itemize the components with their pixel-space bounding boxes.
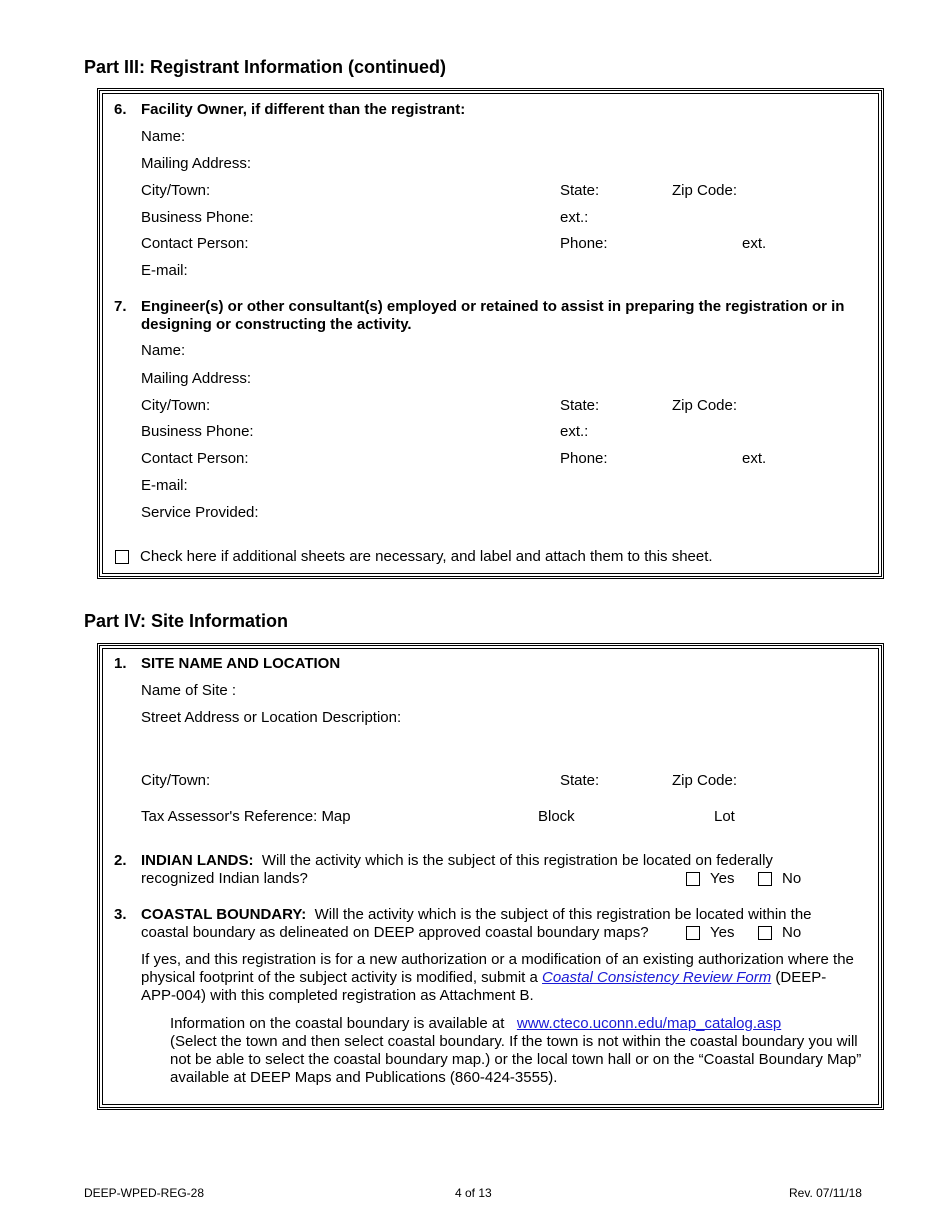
cteco-map-catalog-link[interactable]: www.cteco.uconn.edu/map_catalog.asp [516, 1015, 782, 1032]
item7-phone-label: Phone: [560, 450, 608, 467]
item6-city-label: City/Town: [141, 182, 211, 199]
coastal-no-label: No [782, 924, 802, 941]
item6-phone-label: Phone: [560, 235, 608, 252]
coastal-instructions-text: If yes, and this registration is for a new authorization or a modification of an existing authorization where the physical footprint of the subject activity is modified, submit a [141, 951, 854, 986]
footer-form-id: DEEP-WPED-REG-28 [84, 1186, 205, 1200]
coastal-question-text: Will the activity which is the subject of this registration be located within the [314, 906, 812, 923]
tax-lot-label: Lot [714, 808, 735, 825]
site-name-location-heading: SITE NAME AND LOCATION [141, 655, 341, 672]
coastal-yes-checkbox[interactable] [686, 926, 700, 940]
part4-title: Part IV: Site Information [84, 611, 289, 631]
item7-city-label: City/Town: [141, 397, 211, 414]
additional-sheets-checkbox[interactable] [115, 550, 129, 564]
item7-phone-ext-label: ext. [742, 450, 767, 467]
tax-block-label: Block [538, 808, 575, 825]
site-name-label: Name of Site : [141, 682, 237, 699]
item6-email-label: E-mail: [141, 262, 188, 279]
additional-sheets-label: Check here if additional sheets are necessary, and label and attach them to this sheet. [140, 548, 713, 565]
item7-ext-label: ext.: [560, 423, 589, 440]
indian-lands-no-checkbox[interactable] [758, 872, 772, 886]
indian-lands-no-label: No [782, 870, 802, 887]
indian-lands-label: INDIAN LANDS: [141, 852, 254, 869]
item7-service-label: Service Provided: [141, 504, 259, 521]
indian-lands-number: 2. [114, 852, 127, 869]
item7-zip-label: Zip Code: [672, 397, 738, 414]
item7-contact-label: Contact Person: [141, 450, 249, 467]
item6-phone-ext-label: ext. [742, 235, 767, 252]
coastal-no-checkbox[interactable] [758, 926, 772, 940]
item6-mailing-label: Mailing Address: [141, 155, 252, 172]
item7-number: 7. [114, 298, 127, 315]
footer-revision: Rev. 07/11/18 [789, 1186, 862, 1200]
coastal-instructions-text-end: (DEEP-APP-004) with this completed registration as Attachment B. [141, 969, 827, 1004]
coastal-question-line1 [141, 906, 812, 923]
footer-page-number: 4 of 13 [455, 1186, 492, 1200]
part3-title: Part III: Registrant Information (continued) [84, 57, 447, 77]
indian-lands-yes-label: Yes [710, 870, 735, 887]
item6-zip-label: Zip Code: [672, 182, 738, 199]
item7-state-label: State: [560, 397, 600, 414]
item7-name-label: Name: [141, 342, 186, 359]
item6-contact-label: Contact Person: [141, 235, 249, 252]
coastal-info-text: Information on the coastal boundary is available at [170, 1015, 505, 1032]
coastal-consistency-form-link[interactable]: Coastal Consistency Review Form [542, 969, 772, 986]
coastal-boundary-number: 3. [114, 906, 127, 923]
indian-lands-question-line1 [141, 852, 773, 869]
coastal-info-line1 [170, 1015, 781, 1032]
item6-number: 6. [114, 101, 127, 118]
site-city-label: City/Town: [141, 772, 211, 789]
site-item-number: 1. [114, 655, 127, 672]
item7-heading: Engineer(s) or other consultant(s) employed or retained to assist in preparing the registration or in designing or constructing the activity. [141, 298, 845, 333]
coastal-boundary-label: COASTAL BOUNDARY: [141, 906, 307, 923]
tax-map-label: Tax Assessor's Reference: Map [141, 808, 351, 825]
indian-lands-question-text: Will the activity which is the subject of this registration be located on federally [261, 852, 773, 869]
item6-business-phone-label: Business Phone: [141, 209, 254, 226]
street-address-label: Street Address or Location Description: [141, 709, 402, 726]
item7-business-phone-label: Business Phone: [141, 423, 254, 440]
item6-state-label: State: [560, 182, 600, 199]
indian-lands-yes-checkbox[interactable] [686, 872, 700, 886]
site-zip-label: Zip Code: [672, 772, 738, 789]
indian-lands-question-line2: recognized Indian lands? [141, 870, 308, 887]
item6-name-label: Name: [141, 128, 186, 145]
site-state-label: State: [560, 772, 600, 789]
coastal-question-line2: coastal boundary as delineated on DEEP approved coastal boundary maps? [141, 924, 649, 941]
item6-heading: Facility Owner, if different than the registrant: [141, 101, 466, 118]
coastal-yes-label: Yes [710, 924, 735, 941]
item7-mailing-label: Mailing Address: [141, 370, 252, 387]
coastal-info-details: (Select the town and then select coastal boundary. If the town is not within the coastal boundary you will not be able to select the coastal boundary map.) or the local town hall or on the “Coastal Boundary Map” available at DEEP Maps and Publications (860-424-3555). [170, 1033, 862, 1086]
item7-email-label: E-mail: [141, 477, 188, 494]
item6-ext-label: ext.: [560, 209, 589, 226]
coastal-instructions-paragraph [141, 951, 861, 1005]
